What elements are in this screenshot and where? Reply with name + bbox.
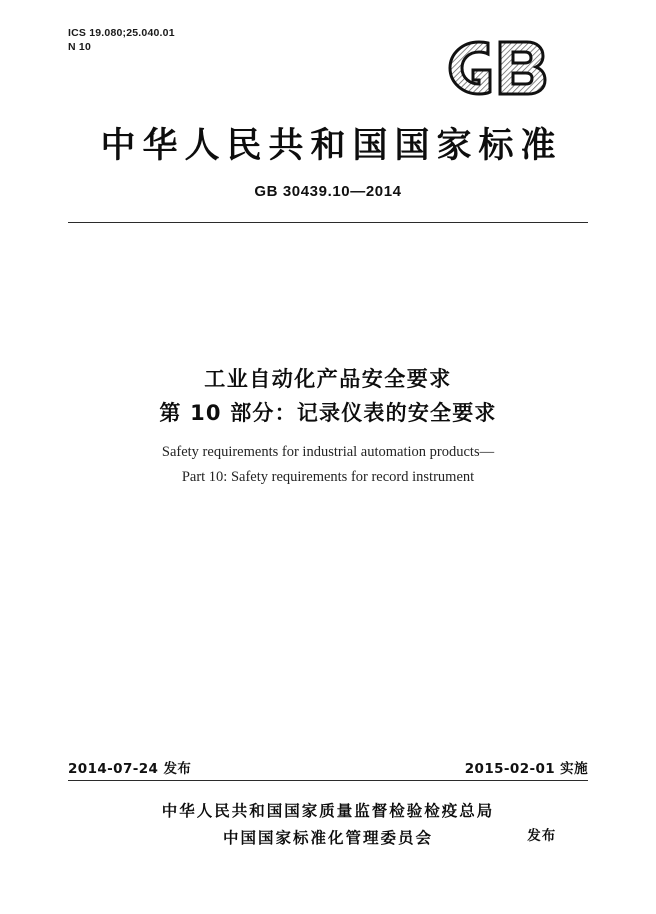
document-title-english (0, 440, 656, 490)
issuer-line-1: 中华人民共和国国家质量监督检验检疫总局 (161, 802, 495, 820)
date-row (68, 757, 588, 777)
title-en-line-2: Part 10: Safety requirements for record instrument (181, 469, 475, 485)
title-zh-line-1: 工业自动化产品安全要求 (204, 367, 452, 391)
effective-date: 2015-02-01 实施 (464, 761, 588, 777)
issue-date: 2014-07-24 发布 (68, 761, 192, 777)
issuer-line-2: 中国国家标准化管理委员会 (222, 829, 433, 847)
ics-meta-block (68, 26, 175, 54)
page-title: 中华人民共和国国家标准 (100, 126, 563, 166)
standard-number: GB 30439.10—2014 (254, 183, 402, 200)
classification-code: N 10 (68, 41, 91, 53)
divider-top (68, 222, 588, 223)
divider-bottom (68, 780, 588, 781)
ics-code: ICS 19.080;25.040.01 (68, 27, 175, 39)
document-title-chinese (0, 362, 656, 430)
issuer-inner (161, 798, 557, 852)
title-en-line-1: Safety requirements for industrial automation products— (161, 444, 495, 460)
issue-verb: 发布 (527, 828, 557, 844)
gb-logo (424, 28, 554, 104)
issuing-authority (0, 798, 656, 852)
title-zh-line-2: 第 10 部分：记录仪表的安全要求 (159, 401, 497, 425)
